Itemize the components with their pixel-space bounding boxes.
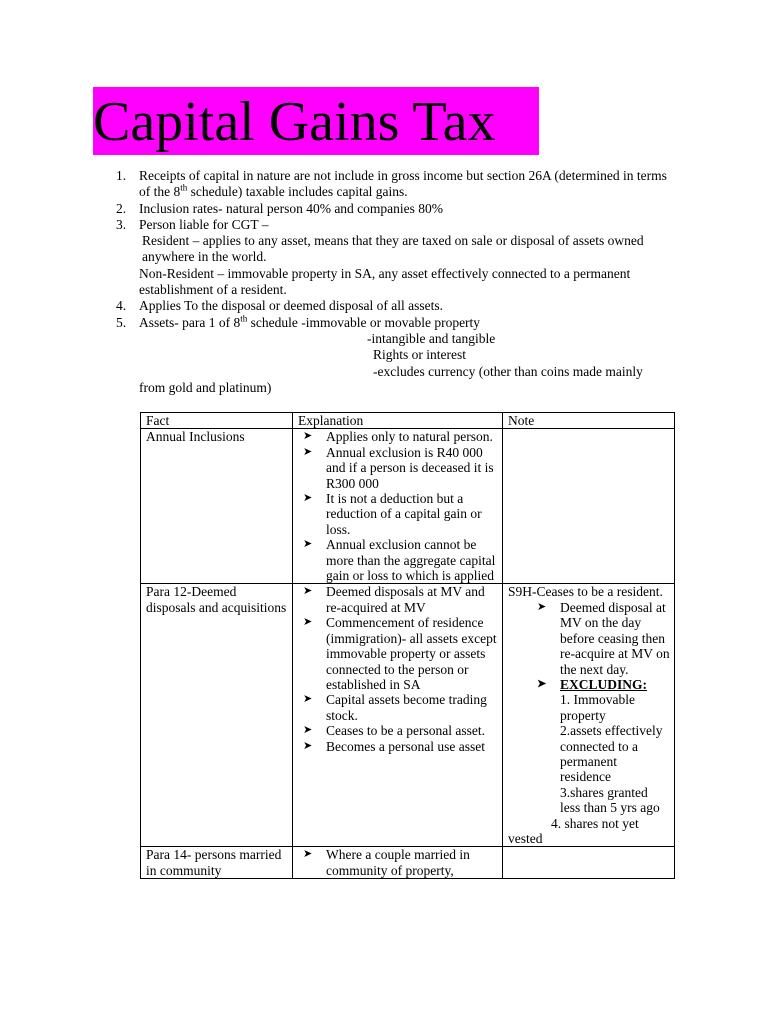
- fact-cell: Annual Inclusions: [141, 429, 293, 584]
- list-text: schedule) taxable includes capital gains.: [187, 184, 408, 200]
- list-item: [0, 168, 669, 201]
- list-number: 2.: [116, 200, 127, 216]
- fact-cell: Para 14- persons married in community: [141, 847, 293, 879]
- note-bullet: [508, 600, 670, 677]
- list-number: 1.: [116, 168, 127, 183]
- note-cell: [503, 429, 675, 584]
- assets-line-3: Rights or interest: [373, 347, 466, 363]
- note-bullet: [508, 677, 670, 692]
- bullet-text: Annual exclusion is R40 000 and if a person is deceased it is R300 000: [326, 444, 494, 491]
- arrow-bullet-icon: ➤: [303, 492, 313, 505]
- list-text: Receipts of capital in nature are not include in gross income but section 26A (determined in terms of the 8: [139, 168, 667, 200]
- arrow-bullet-icon: ➤: [303, 848, 313, 861]
- excluding-label: EXCLUDING:: [560, 676, 648, 692]
- bullet-text: It is not a deduction but a reduction of a capital gain or loss.: [326, 491, 482, 537]
- header-note: Note: [503, 413, 675, 429]
- list-number: 3.: [116, 216, 127, 232]
- bullet-text: Deemed disposals at MV and re-acquired at MV: [326, 584, 485, 615]
- arrow-bullet-icon: ➤: [303, 430, 313, 443]
- list-item: [298, 537, 498, 583]
- bullet-text: Commencement of residence (immigration)- all assets except immovable property or assets connected to the person or established in SA: [326, 615, 497, 692]
- list-text: Person liable for CGT –: [139, 216, 269, 232]
- table-row: [141, 429, 675, 584]
- list-item: [298, 429, 498, 444]
- list-item: [298, 847, 498, 878]
- bullet-text: Applies only to natural person.: [326, 429, 493, 445]
- list-item: [0, 315, 669, 331]
- bullet-text: Capital assets become trading stock.: [326, 692, 487, 723]
- exclusion-item: 3.shares granted less than 5 yrs ago: [560, 784, 660, 816]
- bullet-text: Deemed disposal at MV on the day before ceasing then re-acquire at MV on the next day.: [560, 599, 670, 677]
- bullet-text: Ceases to be a personal asset.: [326, 723, 485, 739]
- list-item: [298, 615, 498, 692]
- exclusion-item: 2.assets effectively connected to a permanent residence: [560, 723, 663, 785]
- list-item: [298, 445, 498, 491]
- explanation-cell: [293, 429, 503, 584]
- superscript: th: [240, 313, 248, 324]
- exclusion-item: 1. Immovable property: [560, 692, 635, 723]
- header-explanation: Explanation: [293, 413, 503, 429]
- list-item: [298, 491, 498, 537]
- page-title: Capital Gains Tax: [93, 87, 539, 155]
- explanation-cell: [293, 847, 503, 879]
- list-text: Assets- para 1 of 8: [139, 314, 241, 330]
- superscript: th: [180, 182, 188, 193]
- list-item: [298, 584, 498, 615]
- table-row: [141, 584, 675, 847]
- note-lead: S9H-Ceases to be a resident.: [508, 584, 663, 600]
- assets-line-5: from gold and platinum): [139, 379, 272, 395]
- list-text: Applies To the disposal or deemed disposal of all assets.: [139, 298, 444, 314]
- arrow-bullet-icon: ➤: [303, 445, 313, 458]
- bullet-text: Annual exclusion cannot be more than the aggregate capital gain or loss to which is applied: [326, 537, 496, 584]
- list-number: 5.: [116, 314, 127, 330]
- list-number: 4.: [116, 298, 127, 314]
- fact-cell: Para 12-Deemed disposals and acquisitions: [141, 584, 293, 847]
- arrow-bullet-icon: ➤: [537, 677, 547, 690]
- resident-text: Resident – applies to any asset, means that they are taxed on sale or disposal of assets owned anywhere in the world.: [142, 233, 644, 265]
- note-cell: [503, 847, 675, 879]
- arrow-bullet-icon: ➤: [303, 724, 313, 737]
- arrow-bullet-icon: ➤: [303, 616, 313, 629]
- explanation-cell: [293, 584, 503, 847]
- arrow-bullet-icon: ➤: [303, 739, 313, 752]
- list-item: [298, 739, 498, 754]
- list-item: [0, 298, 669, 314]
- arrow-bullet-icon: ➤: [537, 600, 547, 613]
- bullet-text: Becomes a personal use asset: [326, 738, 485, 754]
- arrow-bullet-icon: ➤: [303, 538, 313, 551]
- exclusion-item-tail: vested: [508, 830, 543, 846]
- assets-line-4: -excludes currency (other than coins made mainly: [373, 363, 643, 379]
- list-text: Inclusion rates- natural person 40% and companies 80%: [139, 200, 444, 216]
- table-row: [141, 847, 675, 879]
- arrow-bullet-icon: ➤: [303, 585, 313, 598]
- arrow-bullet-icon: ➤: [303, 693, 313, 706]
- table-header-row: [141, 413, 675, 429]
- list-text: schedule -immovable or movable property: [247, 314, 481, 330]
- assets-line-2: -intangible and tangible: [367, 330, 496, 346]
- bullet-text: Where a couple married in community of property,: [326, 847, 470, 878]
- non-resident-text: Non-Resident – immovable property in SA, any asset effectively connected to a permanent establishment of a resident.: [139, 265, 631, 298]
- facts-table: [140, 412, 675, 879]
- list-item: [298, 723, 498, 738]
- header-fact: Fact: [141, 413, 293, 429]
- numbered-list: [0, 168, 768, 396]
- exclusion-item: 4. shares not yet: [551, 815, 639, 831]
- list-item: [298, 692, 498, 723]
- list-item: [0, 217, 669, 233]
- note-cell: [503, 584, 675, 847]
- list-item: [0, 201, 669, 217]
